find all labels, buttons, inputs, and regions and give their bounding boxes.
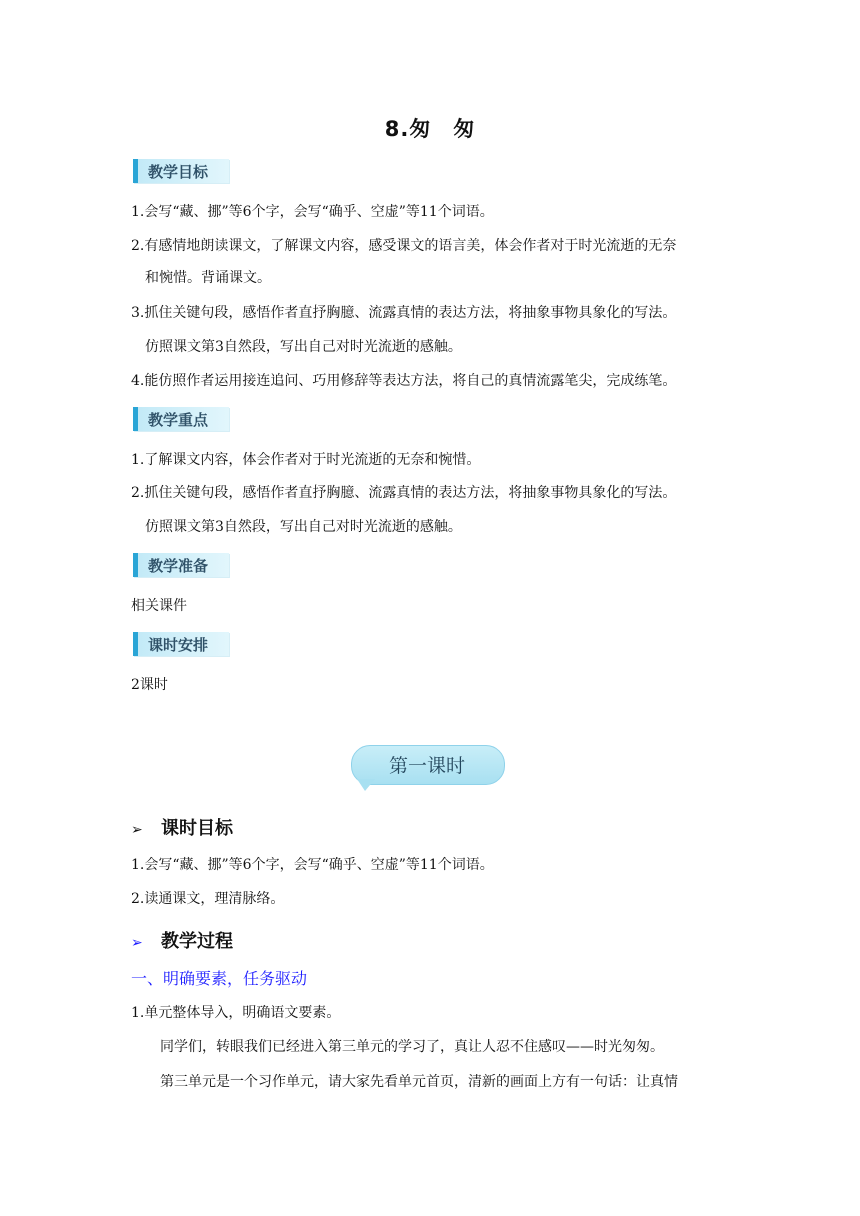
section-tag-schedule — [133, 632, 229, 656]
speech-bubble-tail-icon — [357, 779, 375, 791]
section-tag-label: 课时安排 — [148, 636, 209, 654]
preparation-text: 相关课件 — [131, 598, 187, 614]
section-tag-objectives — [133, 159, 229, 183]
goal-line: 2.读通课文，理清脉络。 — [131, 891, 285, 907]
objective-line: 1.会写“藏、挪”等6个字，会写“确乎、空虚”等11个词语。 — [131, 204, 494, 220]
section-tag-label: 教学重点 — [148, 411, 209, 429]
lesson-banner — [351, 745, 505, 795]
goals-heading-text: 课时目标 — [161, 818, 233, 839]
objective-line: 3.抓住关键句段，感悟作者直抒胸臆、流露真情的表达方法，将抽象事物具象化的写法。 — [131, 305, 677, 321]
objective-line: 和惋惜。背诵课文。 — [145, 270, 271, 286]
objective-line: 4.能仿照作者运用接连追问、巧用修辞等表达方法，将自己的真情流露笔尖，完成练笔。 — [131, 373, 677, 389]
arrow-bullet-icon: ➢ — [131, 935, 143, 951]
step1-heading: 一、明确要素，任务驱动 — [131, 969, 308, 988]
section-tag-key-points — [133, 407, 229, 431]
step1-paragraph: 第三单元是一个习作单元，请大家先看单元首页，清新的画面上方有一句话：让真情 — [160, 1074, 678, 1090]
section-tag-preparation — [133, 553, 229, 577]
lesson-banner-text: 第一课时 — [388, 755, 465, 777]
goal-line: 1.会写“藏、挪”等6个字，会写“确乎、空虚”等11个词语。 — [131, 857, 494, 873]
arrow-bullet-icon: ➢ — [131, 822, 143, 838]
key-point-line: 2.抓住关键句段，感悟作者直抒胸臆、流露真情的表达方法，将抽象事物具象化的写法。 — [131, 485, 677, 501]
step1-line: 1.单元整体导入，明确语文要素。 — [131, 1005, 341, 1021]
key-point-line: 1.了解课文内容，体会作者对于时光流逝的无奈和惋惜。 — [131, 452, 481, 468]
section-tag-label: 教学准备 — [148, 557, 209, 575]
section-tag-label: 教学目标 — [148, 163, 209, 181]
key-point-line: 仿照课文第3自然段，写出自己对时光流逝的感触。 — [145, 519, 462, 535]
goals-heading — [131, 814, 233, 840]
schedule-text: 2课时 — [131, 677, 168, 693]
process-heading-text: 教学过程 — [161, 931, 233, 952]
objective-line: 仿照课文第3自然段，写出自己对时光流逝的感触。 — [145, 339, 462, 355]
step1-paragraph: 同学们，转眼我们已经进入第三单元的学习了，真让人忍不住感叹——时光匆匆。 — [160, 1039, 664, 1055]
process-heading — [131, 927, 233, 953]
objective-line: 2.有感情地朗读课文，了解课文内容，感受课文的语言美，体会作者对于时光流逝的无奈 — [131, 238, 677, 254]
page-title: 8.匆 匆 — [384, 117, 476, 141]
